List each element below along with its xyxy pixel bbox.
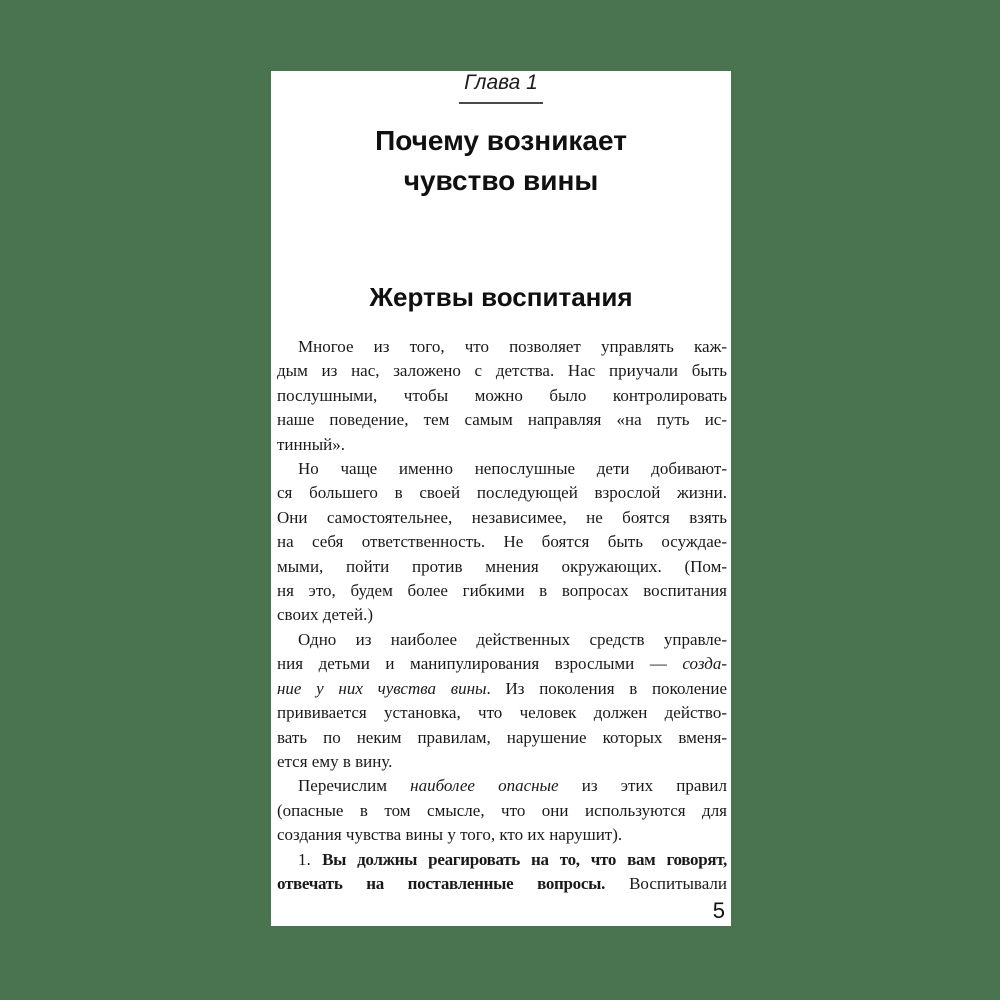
text-line: 1. Вы должны реагировать на то, что вам говорят, xyxy=(298,849,728,869)
text-line: мыми, пойти против мнения окружающих. (Пом- xyxy=(277,556,727,576)
emphasis-bold: отвечать на поставленные вопросы. xyxy=(277,873,606,893)
text-line: создания чувства вины у того, кто их нарушит). xyxy=(277,825,623,845)
chapter-rule-divider xyxy=(459,102,543,104)
text-line: Многое из того, что позволяет управлять каж- xyxy=(298,337,727,356)
text-line: (опасные в том смысле, что они используются для xyxy=(277,800,727,820)
chapter-title xyxy=(271,121,731,201)
text-line: Но чаще именно непослушные дети добивают- xyxy=(298,459,727,479)
text-line: ния детьми и манипулирования взрослыми — созда- xyxy=(277,654,727,674)
text-line: ется ему в вину. xyxy=(277,751,393,771)
text-line: ние у них чувства вины. Из поколения в поколение xyxy=(277,678,727,698)
text-line: на себя ответственность. Не боятся быть осуждае- xyxy=(277,532,727,552)
emphasis-italic: созда- xyxy=(682,654,727,674)
chapter-title-line-2: чувство вины xyxy=(403,165,599,196)
text-line: Перечислим наиболее опасные из этих правил xyxy=(298,776,727,796)
paragraph xyxy=(277,335,727,457)
emphasis-italic: ние у них чувства вины xyxy=(277,678,487,698)
text-line: дым из нас, заложено с детства. Нас приучали быть xyxy=(277,361,727,381)
paragraph xyxy=(277,457,727,628)
page-number: 5 xyxy=(712,898,725,923)
text-line: ся большего в своей последующей взрослой жизни. xyxy=(277,483,727,503)
emphasis-italic: наиболее опасные xyxy=(410,776,559,796)
text-line: своих детей.) xyxy=(277,605,373,625)
text-line: ня это, будем более гибкими в вопросах воспитания xyxy=(277,581,727,601)
chapter-title-line-1: Почему возникает xyxy=(375,125,627,156)
text-line: Одно из наиболее действенных средств управле- xyxy=(298,629,727,649)
paragraph xyxy=(277,628,727,774)
body-text xyxy=(277,335,727,896)
paragraph xyxy=(277,774,727,847)
text-line: послушными, чтобы можно было контролировать xyxy=(277,385,727,405)
text-line: вать по неким правилам, нарушение которых вменя- xyxy=(277,727,727,747)
section-heading: Жертвы воспитания xyxy=(369,282,633,312)
text-line: Они самостоятельнее, независимее, не боятся взять xyxy=(277,507,727,527)
book-page xyxy=(271,71,731,926)
emphasis-bold: Вы должны реагировать на то, что вам говорят, xyxy=(322,849,728,869)
text-line: тинный». xyxy=(277,434,345,454)
paragraph xyxy=(277,848,727,897)
text-line: отвечать на поставленные вопросы. Воспитывали xyxy=(277,873,727,893)
text-line: наше поведение, тем самым направляя «на путь ис- xyxy=(277,410,727,430)
chapter-label: Глава 1 xyxy=(464,71,538,94)
text-line: прививается установка, что человек должен действо- xyxy=(277,703,727,723)
